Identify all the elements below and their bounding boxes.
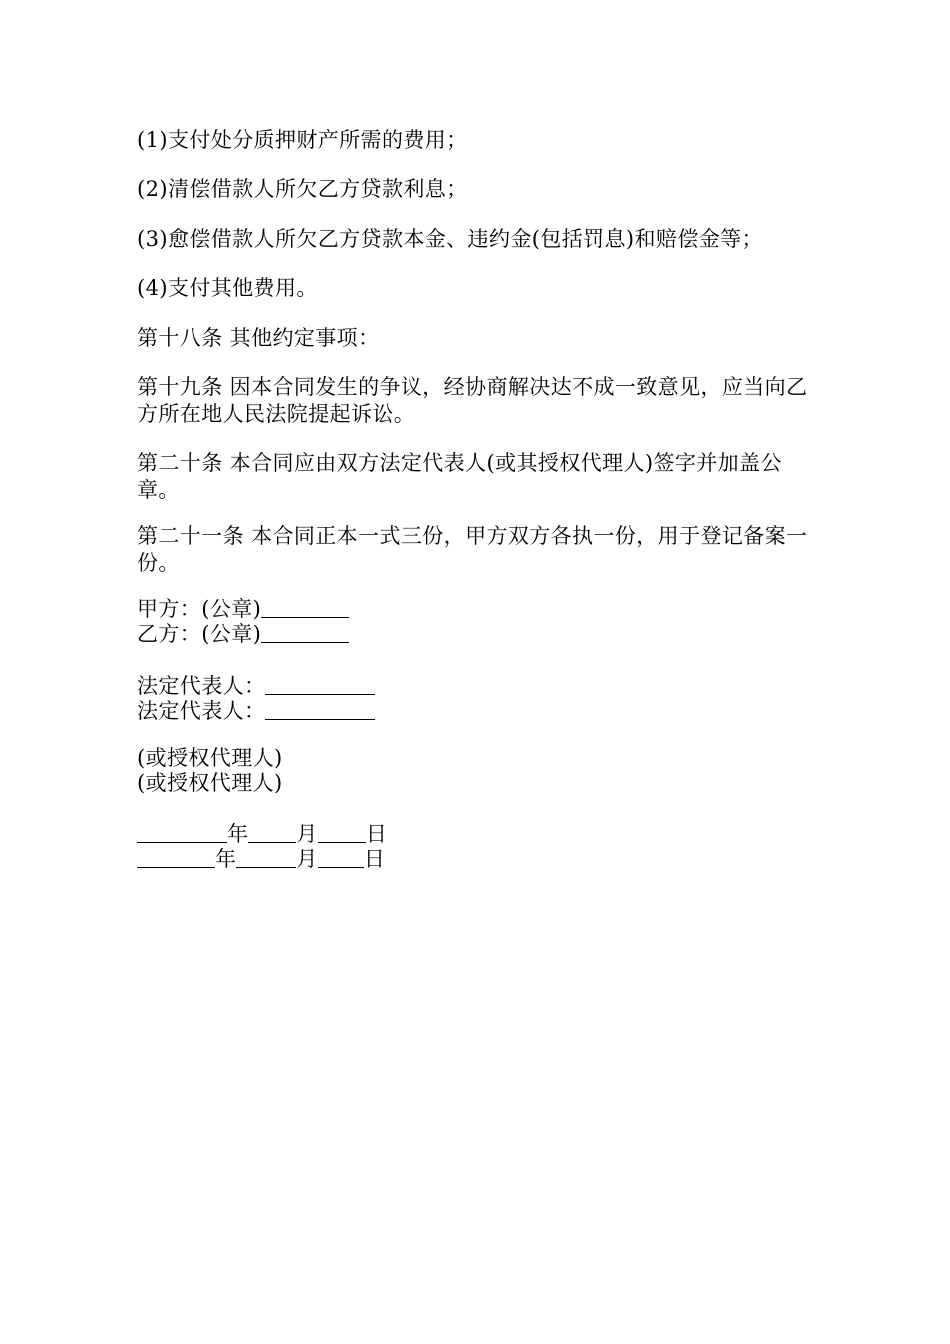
clause-item-3: (3)愈偿借款人所欠乙方贷款本金、违约金(包括罚息)和赔偿金等； [137,227,763,251]
legal-rep-label-2: 法定代表人： [137,699,266,723]
party-b-blank [261,622,349,643]
legal-rep-blank-1 [265,674,375,695]
party-a-label: 甲方：(公章) [137,597,262,621]
day-label-2: 日 [363,847,386,871]
party-b-seal-line [137,622,349,647]
month-label-2: 月 [296,847,318,871]
legal-rep-label-1: 法定代表人： [137,674,266,698]
date-line-2 [137,847,385,872]
legal-rep-line-1 [137,674,375,699]
year-blank-1 [137,822,227,843]
legal-rep-line-2 [137,699,375,724]
month-blank-1 [248,822,296,843]
article-21: 第二十一条 本合同正本一式三份，甲方双方各执一份，用于登记备案一份。 [137,524,808,575]
day-blank-1 [318,822,366,843]
date-line-1 [137,822,387,847]
authorized-agent-1: (或授权代理人) [137,746,283,770]
party-a-blank [261,597,349,618]
year-label-2: 年 [215,847,237,871]
day-blank-2 [318,847,364,868]
party-b-label: 乙方：(公章) [137,622,262,646]
authorized-agent-2: (或授权代理人) [137,771,283,795]
clause-item-2: (2)清偿借款人所欠乙方贷款利息； [137,177,468,201]
article-18: 第十八条 其他约定事项： [137,326,380,350]
year-blank-2 [137,847,215,868]
month-blank-2 [236,847,296,868]
clause-item-4: (4)支付其他费用。 [137,276,318,300]
clause-item-1: (1)支付处分质押财产所需的费用； [137,128,468,152]
article-19: 第十九条 因本合同发生的争议，经协商解决达不成一致意见，应当向乙方所在地人民法院提起诉讼。 [137,375,808,426]
month-label-1: 月 [296,822,318,846]
article-20: 第二十条 本合同应由双方法定代表人(或其授权代理人)签字并加盖公章。 [137,451,782,502]
year-label-1: 年 [227,822,249,846]
legal-rep-blank-2 [265,699,375,720]
day-label-1: 日 [365,822,388,846]
party-a-seal-line [137,597,349,622]
